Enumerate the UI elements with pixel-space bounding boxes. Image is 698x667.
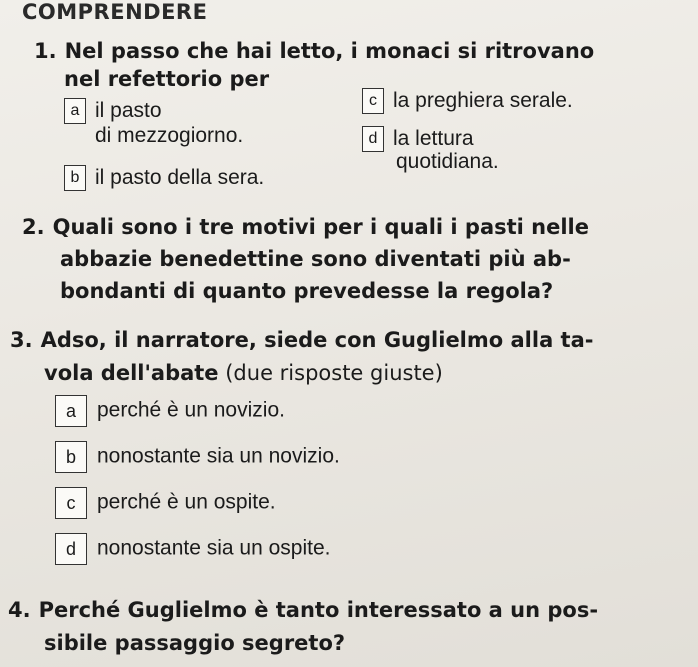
question-3 — [10, 325, 593, 355]
q3-option-d[interactable] — [55, 533, 331, 565]
q1-option-a-label-cont: di mezzogiorno. — [95, 124, 244, 147]
q1-option-d-checkbox[interactable]: d — [362, 126, 384, 152]
question-2-line2: abbazie benedettine sono diventati più ab- — [60, 247, 571, 271]
question-3-instruction: (due risposte giuste) — [218, 361, 443, 385]
q3-option-c[interactable] — [55, 487, 276, 519]
q1-option-b-checkbox[interactable]: b — [64, 165, 86, 191]
q1-option-d-label-cont: quotidiana. — [396, 150, 499, 173]
q1-option-d-label: la lettura — [393, 127, 474, 150]
question-1-text-line1: Nel passo che hai letto, i monaci si ritrovano — [64, 39, 595, 63]
q1-option-a-checkbox[interactable]: a — [64, 98, 86, 124]
q3-option-a[interactable] — [55, 395, 285, 427]
q3-option-b-label: nonostante sia un novizio. — [97, 444, 340, 468]
question-2-number: 2. — [22, 215, 45, 239]
q1-option-a-label: il pasto — [95, 99, 162, 122]
q3-option-c-checkbox[interactable]: c — [55, 487, 87, 519]
q3-option-c-label: perché è un ospite. — [97, 490, 276, 514]
q1-option-c-label: la preghiera serale. — [393, 89, 573, 112]
question-2 — [22, 212, 589, 242]
q1-option-b[interactable] — [64, 165, 264, 191]
q3-option-d-label: nonostante sia un ospite. — [97, 536, 331, 560]
question-3-line2 — [44, 358, 443, 388]
q3-option-b[interactable] — [55, 441, 340, 473]
question-1-text-line2: nel refettorio per — [64, 67, 270, 91]
q3-option-b-checkbox[interactable]: b — [55, 441, 87, 473]
section-header: COMPRENDERE — [22, 0, 208, 24]
q1-option-c-checkbox[interactable]: c — [362, 88, 384, 114]
q1-option-a[interactable] — [64, 98, 162, 124]
question-1-number: 1. — [34, 39, 57, 63]
question-3-line1: Adso, il narratore, siede con Guglielmo alla ta- — [40, 328, 594, 352]
question-1 — [34, 36, 594, 66]
question-3-number: 3. — [10, 328, 33, 352]
q3-option-a-checkbox[interactable]: a — [55, 395, 87, 427]
question-4 — [8, 595, 598, 625]
q1-option-b-label: il pasto della sera. — [95, 166, 265, 189]
question-4-line1: Perché Guglielmo è tanto interessato a un pos- — [38, 598, 599, 622]
question-2-line3: bondanti di quanto prevedesse la regola? — [60, 279, 554, 303]
question-4-number: 4. — [8, 598, 31, 622]
q3-option-a-label: perché è un novizio. — [97, 398, 285, 422]
question-2-line1: Quali sono i tre motivi per i quali i pasti nelle — [52, 215, 589, 239]
q1-option-d[interactable] — [362, 126, 474, 152]
question-3-line2-bold: vola dell'abate — [44, 361, 219, 385]
q3-option-d-checkbox[interactable]: d — [55, 533, 87, 565]
question-4-line2: sibile passaggio segreto? — [44, 631, 346, 655]
q1-option-c[interactable] — [362, 88, 573, 114]
